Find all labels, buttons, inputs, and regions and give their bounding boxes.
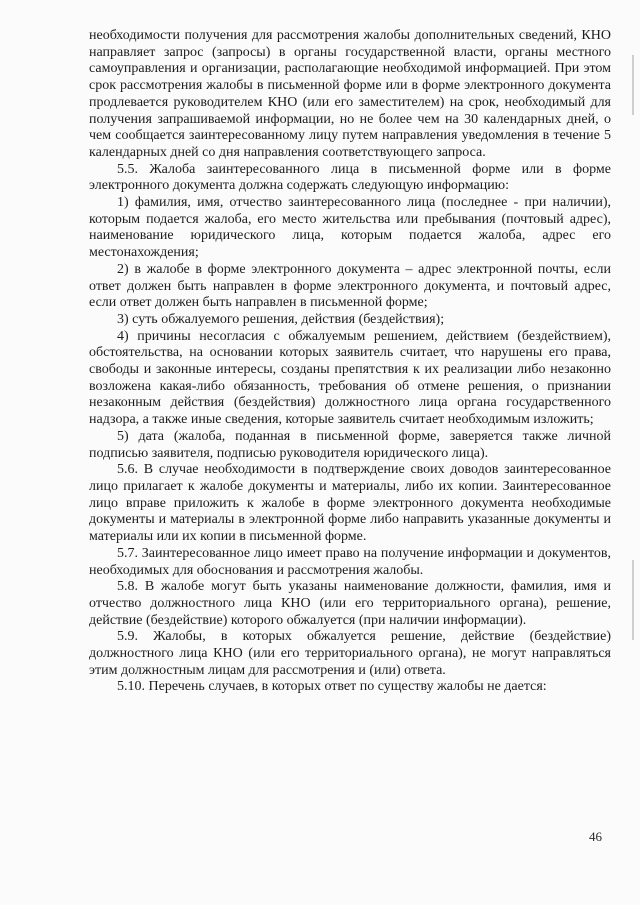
scan-edge-mark [632,55,634,115]
list-item-5: 5) дата (жалоба, поданная в письменной форме, заверяется также личной подписью заявителя, подписью руководителя юридического лица). [89,428,611,461]
paragraph-5-10: 5.10. Перечень случаев, в которых ответ по существу жалобы не дается: [117,679,547,695]
paragraph-5-5: 5.5. Жалоба заинтересованного лица в письменной форме или в форме электронного документа должна содержать следующую информацию: [89,161,611,194]
scan-edge-mark [632,560,634,640]
paragraph-5-9: 5.9. Жалобы, в которых обжалуется решение, действие (бездействие) должностного лица КНО (или его территориального органа), не могут направляться этим должностным лицам для рассмотрения и (или) ответа. [89,629,611,678]
list-item-1: 1) фамилия, имя, отчество заинтересованного лица (последнее - при наличии), которым подается жалоба, его место жительства или пребывания (почтовый адрес), наименование юридического лица, которым подается жалоба, адрес его местонахождения; [89,195,611,261]
paragraph-5-6: 5.6. В случае необходимости в подтверждение своих доводов заинтересованное лицо прилагает к жалобе документы и материалы, либо их копии. Заинтересованное лицо вправе приложить к жалобе в форме электронного документа необходимые документы и материалы в электронной форме либо направить указанные документы и материалы или их копии в письменной форме. [89,462,611,545]
paragraph-5-7: 5.7. Заинтересованное лицо имеет право на получение информации и документов, необходимых для обоснования и рассмотрения жалобы. [89,545,611,578]
list-item-4: 4) причины несогласия с обжалуемым решением, действием (бездействием), обстоятельства, на основании которых заявитель считает, что нарушены его права, свободы и законные интересы, созданы препятствия к их реализации либо незаконно возложена какая-либо обязанность, требования об отмене решения, о признании незаконным действия (бездействия) должностного лица органа государственного надзора, а также иные сведения, которые заявитель считает необходимым изложить; [89,328,611,428]
paragraph-5-8: 5.8. В жалобе могут быть указаны наименование должности, фамилия, имя и отчество должностного лица КНО (или его территориального органа), решение, действие (бездействие) которого обжалуется (при наличии информации). [89,579,611,628]
document-body [89,28,611,696]
paragraph-request-continuation: необходимости получения для рассмотрения жалобы дополнительных сведений, КНО направляет запрос (запросы) в органы государственной власти, органы местного самоуправления и организации, располагающие необходимой информацией. При этом срок рассмотрения жалобы в письменной форме или в форме электронного документа продлевается руководителем КНО (или его заместителем) на срок, необходимый для получения запрашиваемой информации, но не более чем на 30 календарных дней, о чем сообщается заинтересованному лицу путем направления уведомления в течение 5 календарных дней со дня направления соответствующего запроса. [89,28,611,160]
list-item-2: 2) в жалобе в форме электронного документа – адрес электронной почты, если ответ должен быть направлен в форме электронного документа, и почтовый адрес, если ответ должен быть направлен в письменной форме; [89,261,611,311]
page-number: 46 [589,829,602,844]
list-item-3: 3) суть обжалуемого решения, действия (бездействия); [117,311,445,327]
